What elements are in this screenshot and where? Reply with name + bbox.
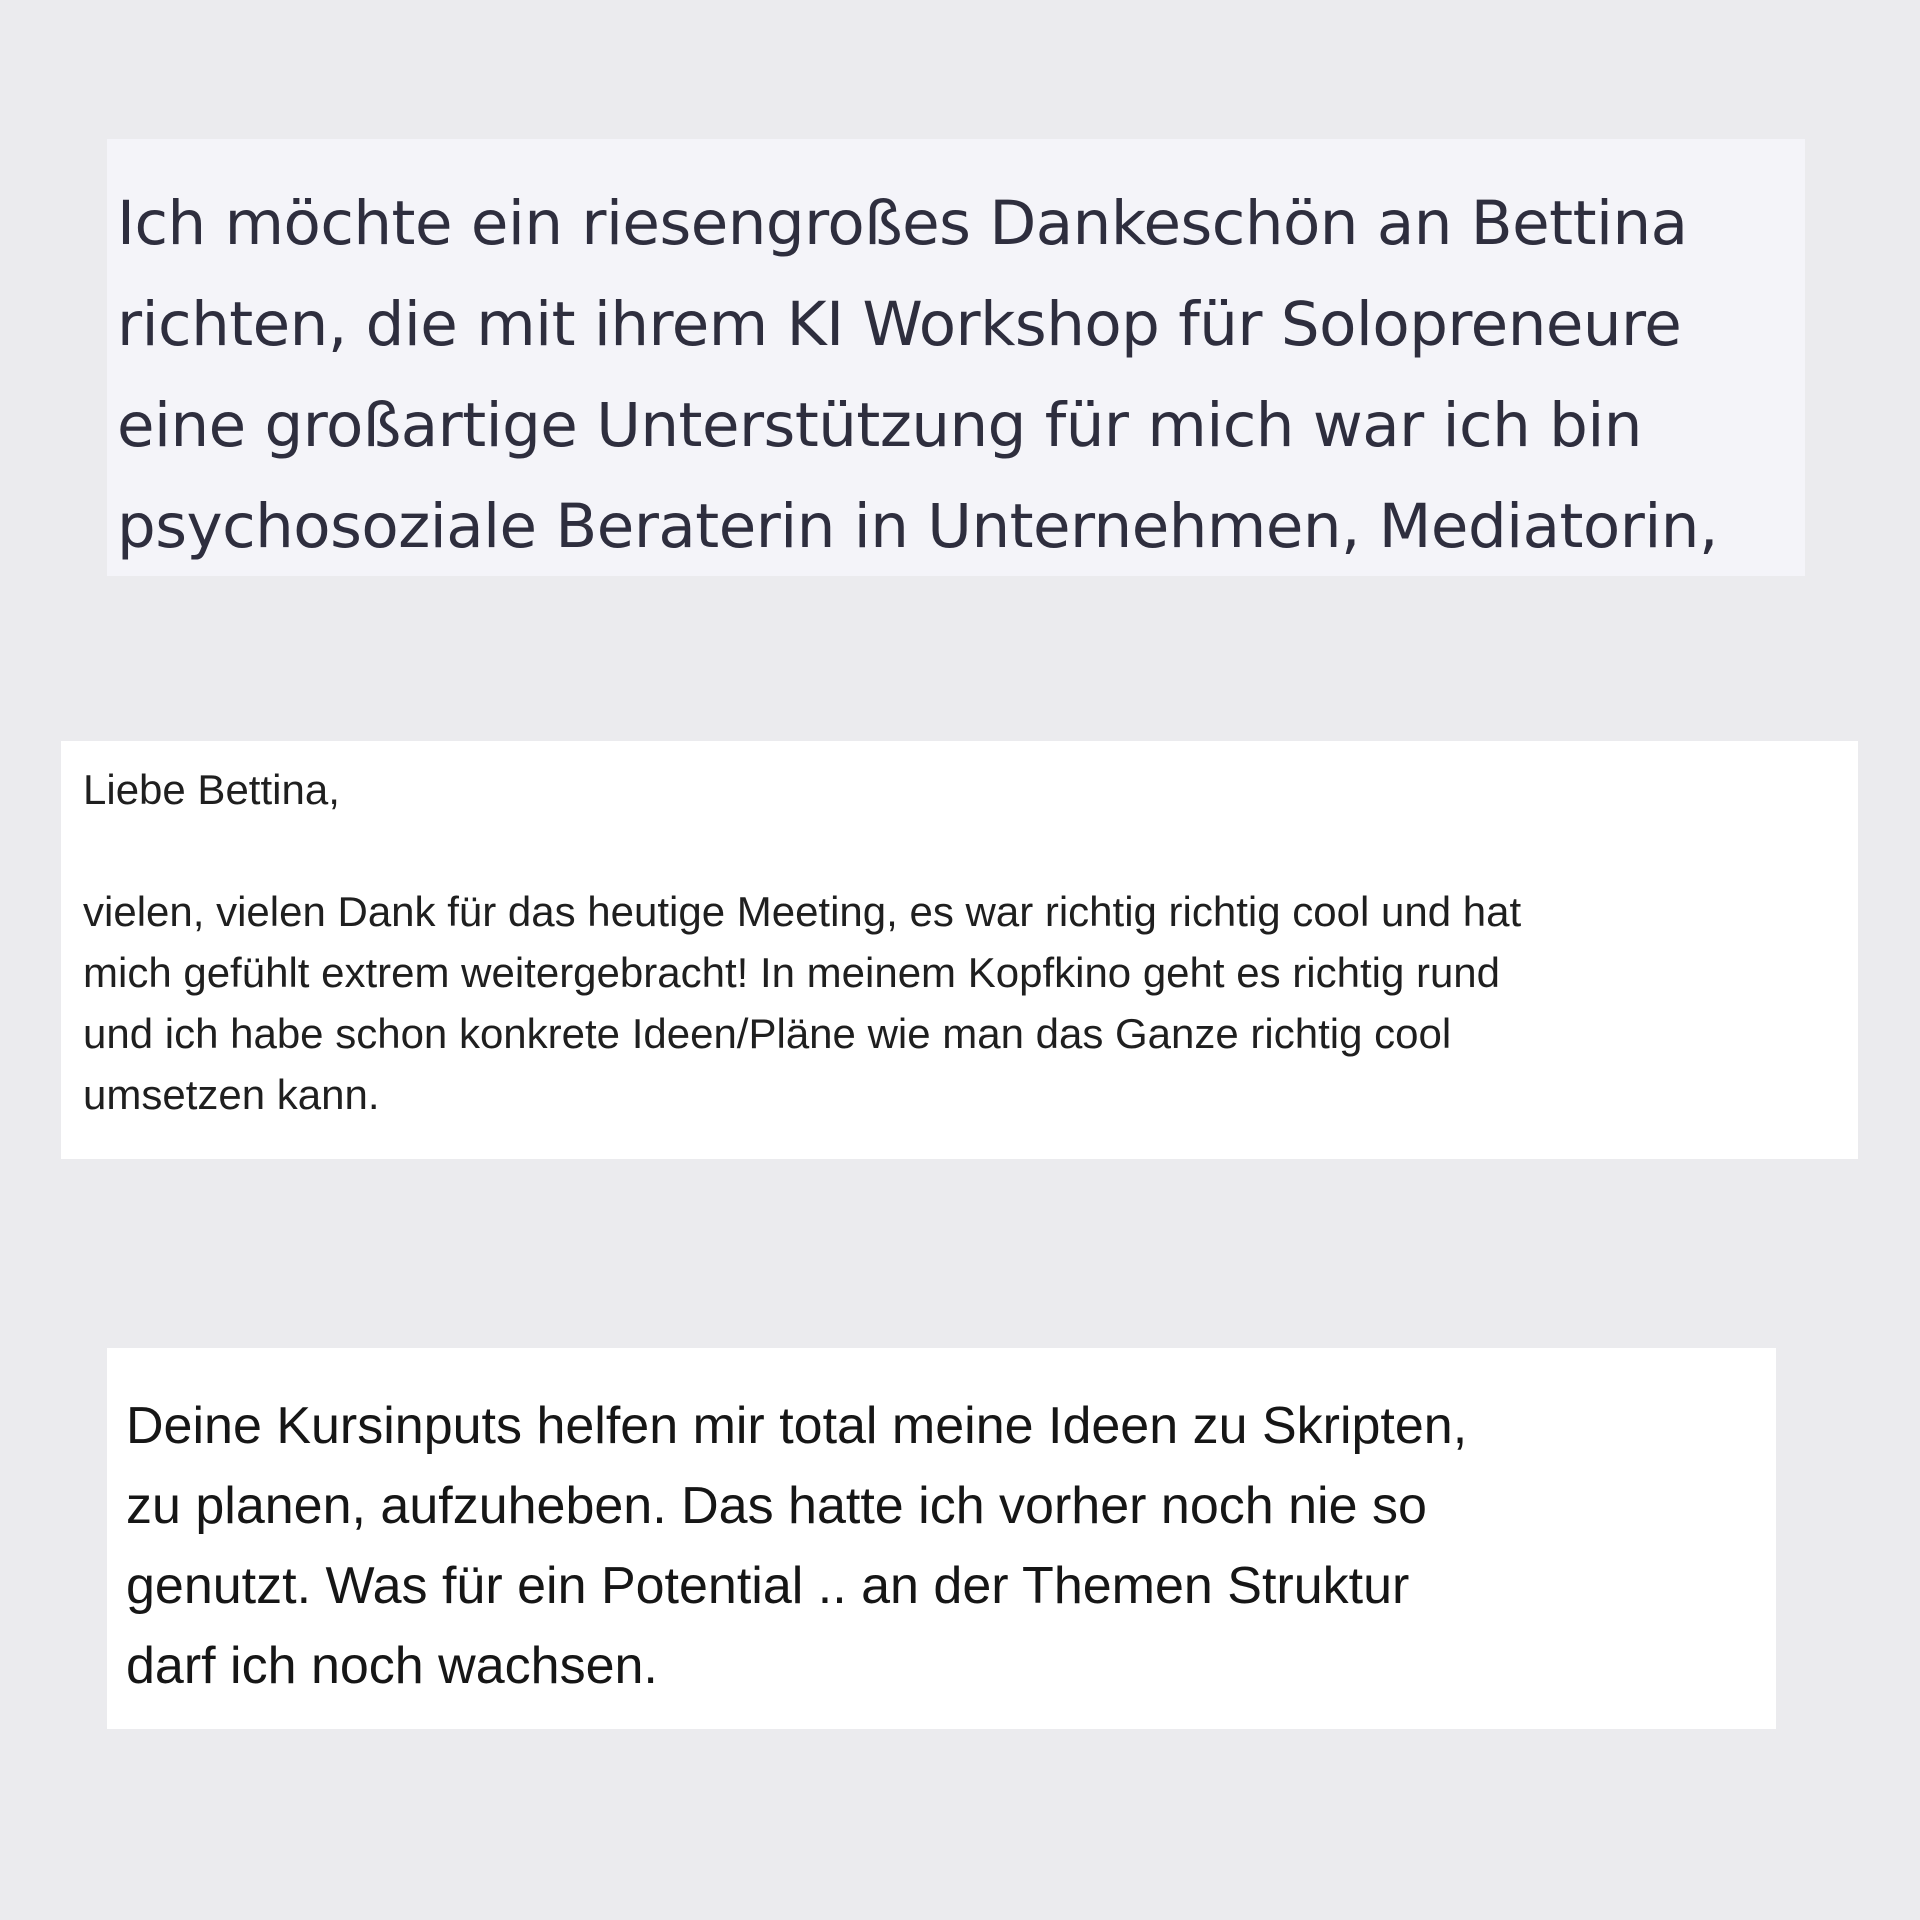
testimonial-card-3: [107, 1348, 1776, 1729]
testimonial-card-2: [61, 741, 1858, 1159]
testimonial-text: Ich möchte ein riesengroßes Dankeschön an Bettina richten, die mit ihrem KI Workshop für Solopreneure eine großartige Unterstützung für mich war ich bin psychosoziale Beraterin in Unternehmen, Mediatorin,: [117, 188, 1718, 562]
testimonial-card-1: [107, 139, 1805, 576]
testimonial-greeting: Liebe Bettina,: [83, 766, 340, 813]
testimonial-text: vielen, vielen Dank für das heutige Meeting, es war richtig richtig cool und hat mich gefühlt extrem weitergebracht! In meinem Kopfkino geht es richtig rund und ich habe schon konkrete Ideen/Pläne wie man das Ganze richtig cool umsetzen kann.: [83, 888, 1522, 1118]
testimonial-text: Deine Kursinputs helfen mir total meine Ideen zu Skripten, zu planen, aufzuheben. Das hatte ich vorher noch nie so genutzt. Was für ein Potential .. an der Themen Struktur darf ich noch wachsen.: [126, 1397, 1468, 1695]
